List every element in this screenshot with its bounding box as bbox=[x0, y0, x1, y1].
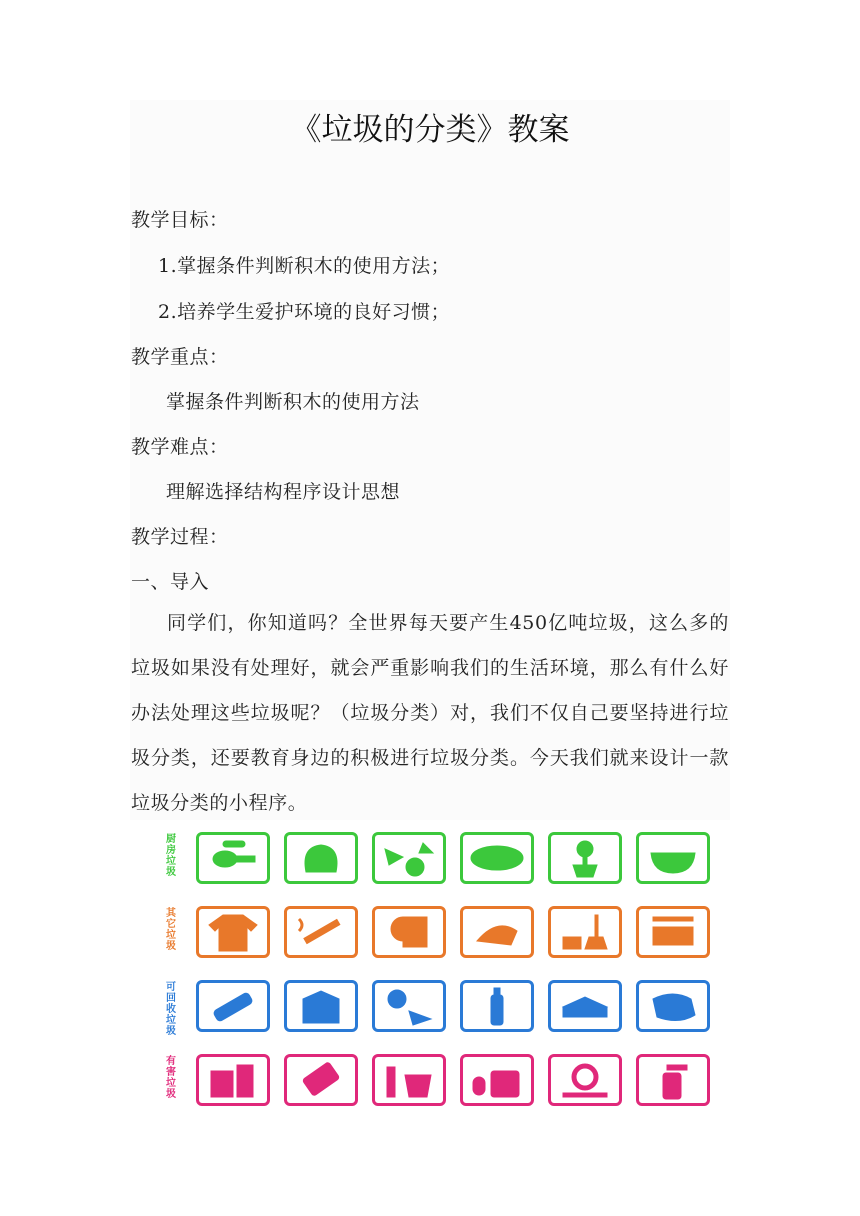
peanut-shell-icon bbox=[467, 837, 527, 879]
fish-bone-icon bbox=[203, 837, 263, 879]
paint-bucket-icon bbox=[379, 1059, 439, 1101]
fabric-tile bbox=[636, 980, 710, 1032]
fluorescent-lamp-tile bbox=[548, 1054, 622, 1106]
plastic-bottle-icon bbox=[467, 985, 527, 1027]
garbage-classification-icon-chart bbox=[130, 822, 730, 1112]
broken-ceramic-tile bbox=[460, 906, 534, 958]
bowl-icon bbox=[643, 837, 703, 879]
process-heading: 教学过程： bbox=[131, 526, 229, 548]
clothing-tile bbox=[196, 906, 270, 958]
food-box-tile bbox=[636, 906, 710, 958]
plastic-bottle-tile bbox=[460, 980, 534, 1032]
row-label-2: 可回收垃圾 bbox=[166, 982, 176, 1037]
milk-carton-icon bbox=[291, 985, 351, 1027]
bowl-tile bbox=[636, 832, 710, 884]
paper-stack-icon bbox=[555, 985, 615, 1027]
tissue-roll-tile bbox=[372, 906, 446, 958]
section-intro-heading: 一、导入 bbox=[131, 571, 210, 593]
goals-heading: 教学目标： bbox=[131, 209, 229, 231]
intro-paragraph: 同学们，你知道吗？全世界每天要产生450亿吨垃圾，这么多的垃圾如果没有处理好，就会严重影响我们的生活环境，那么有什么好办法处理这些垃圾呢？（垃圾分类）对，我们不仅自己要坚持进行垃圾分类，还要教育身边的积极进行垃圾分类。今天我们就来设计一款垃圾分类的小程序。 bbox=[131, 612, 729, 814]
spray-can-tile bbox=[636, 1054, 710, 1106]
broken-ceramic-icon bbox=[467, 911, 527, 953]
row-label-0: 厨房垃圾 bbox=[166, 834, 176, 878]
clothing-icon bbox=[203, 911, 263, 953]
fish-bone-tile bbox=[196, 832, 270, 884]
fluorescent-lamp-icon bbox=[555, 1059, 615, 1101]
mobile-phone-tile bbox=[284, 1054, 358, 1106]
dustpan-broom-icon bbox=[555, 911, 615, 953]
mobile-phone-icon bbox=[291, 1059, 351, 1101]
difficulty-text: 理解选择结构程序设计思想 bbox=[166, 481, 401, 503]
fruit-peel-tile bbox=[372, 832, 446, 884]
difficulty-heading: 教学难点： bbox=[131, 436, 229, 458]
dustpan-broom-tile bbox=[548, 906, 622, 958]
glass-bottle-icon bbox=[203, 985, 263, 1027]
goal-item-2: 2.培养学生爱护环境的良好习惯； bbox=[158, 301, 451, 323]
paper-stack-tile bbox=[548, 980, 622, 1032]
metal-scrap-tile bbox=[372, 980, 446, 1032]
row-label-1: 其它垃圾 bbox=[166, 908, 176, 952]
paint-bucket-tile bbox=[372, 1054, 446, 1106]
key-points-heading: 教学重点： bbox=[131, 346, 229, 368]
document-title: 《垃圾的分类》教案 bbox=[290, 112, 570, 148]
peanut-shell-tile bbox=[460, 832, 534, 884]
fabric-icon bbox=[643, 985, 703, 1027]
cigarette-tile bbox=[284, 906, 358, 958]
cigarette-icon bbox=[291, 911, 351, 953]
glass-bottle-tile bbox=[196, 980, 270, 1032]
cabbage-icon bbox=[291, 837, 351, 879]
flower-pot-tile bbox=[548, 832, 622, 884]
row-label-3: 有害垃圾 bbox=[166, 1056, 176, 1100]
medicine-tile bbox=[460, 1054, 534, 1106]
food-box-icon bbox=[643, 911, 703, 953]
key-points-text: 掌握条件判断积木的使用方法 bbox=[166, 391, 420, 413]
battery-icon bbox=[203, 1059, 263, 1101]
fruit-peel-icon bbox=[379, 837, 439, 879]
goal-item-1: 1.掌握条件判断积木的使用方法； bbox=[158, 255, 451, 277]
flower-pot-icon bbox=[555, 837, 615, 879]
cabbage-tile bbox=[284, 832, 358, 884]
tissue-roll-icon bbox=[379, 911, 439, 953]
battery-tile bbox=[196, 1054, 270, 1106]
medicine-icon bbox=[467, 1059, 527, 1101]
milk-carton-tile bbox=[284, 980, 358, 1032]
metal-scrap-icon bbox=[379, 985, 439, 1027]
spray-can-icon bbox=[643, 1059, 703, 1101]
